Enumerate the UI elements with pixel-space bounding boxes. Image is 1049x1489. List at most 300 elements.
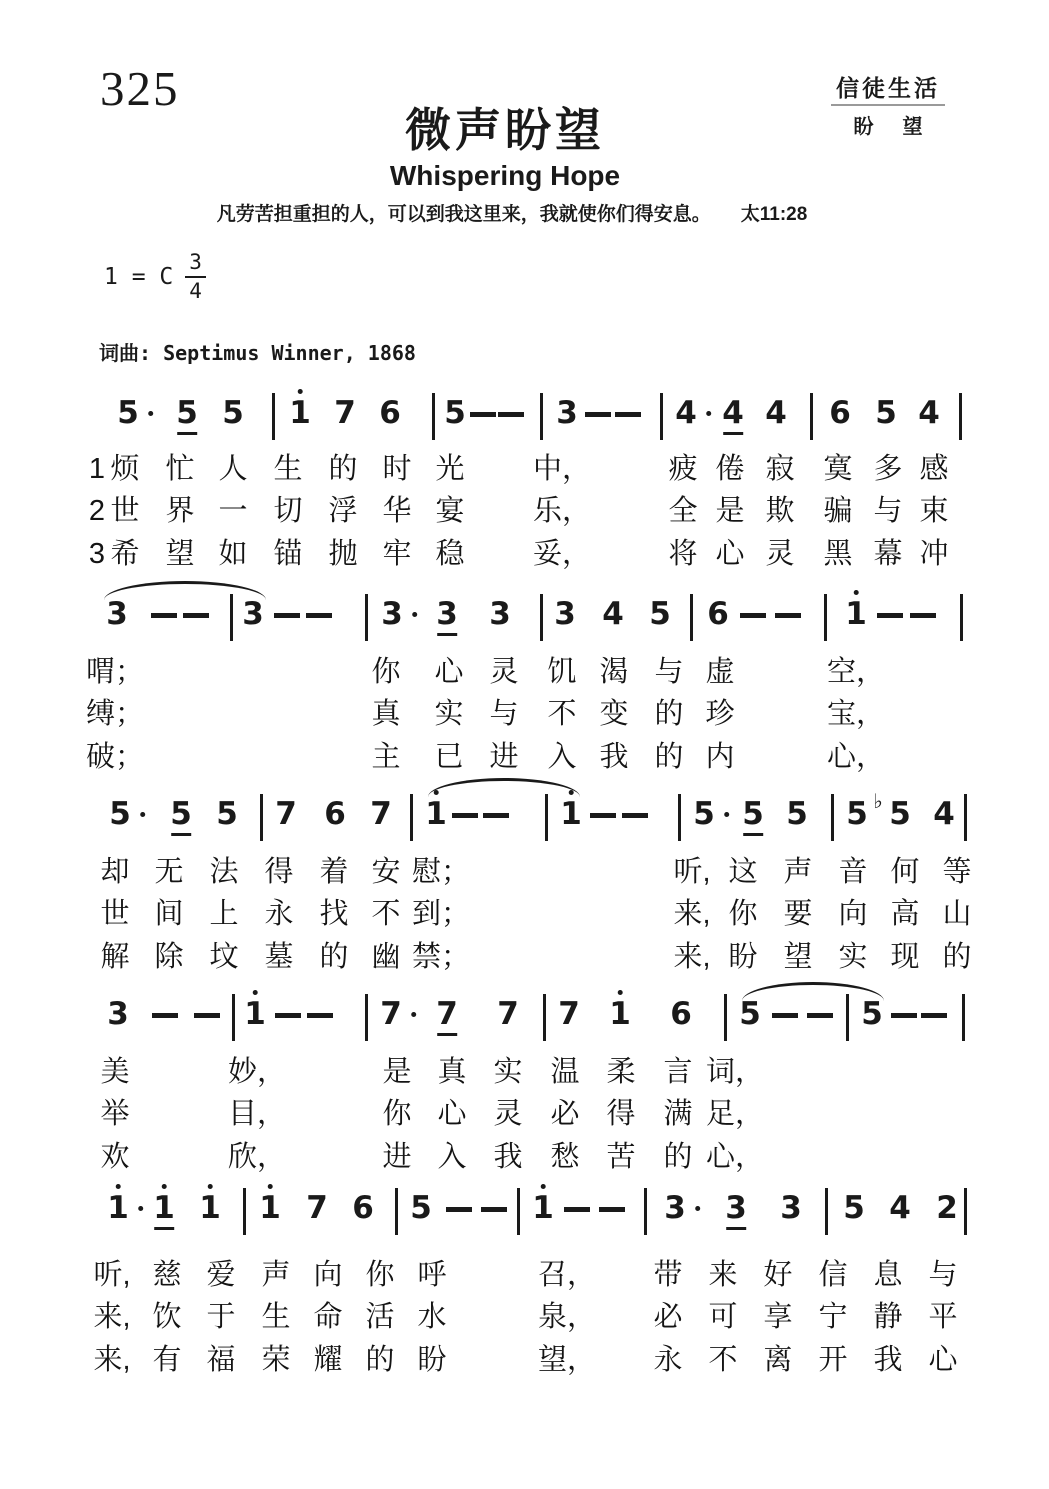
barline bbox=[846, 994, 849, 1041]
note: 5 bbox=[861, 996, 883, 1032]
lyric-syllable: 荣 bbox=[261, 1344, 291, 1376]
lyric-syllable: 的 bbox=[663, 1141, 693, 1173]
lyric-syllable: 浮 bbox=[328, 495, 358, 527]
note: 6 bbox=[707, 596, 729, 632]
note: 5 bbox=[649, 596, 671, 632]
barline bbox=[644, 1188, 647, 1235]
note: 3 bbox=[106, 596, 128, 632]
barline bbox=[964, 1188, 967, 1235]
lyric-syllable: 的 bbox=[654, 741, 684, 773]
note: 3 bbox=[107, 996, 129, 1032]
lyric-syllable: 入 bbox=[437, 1141, 467, 1173]
lyric-syllable: 饥 bbox=[547, 656, 577, 688]
barline bbox=[260, 794, 263, 841]
scripture-reference: 太11:28 bbox=[740, 204, 808, 225]
note-dash bbox=[772, 1013, 798, 1018]
lyric-syllable: 宁 bbox=[818, 1301, 848, 1333]
lyric-syllable: 灵 bbox=[489, 656, 519, 688]
note: 6 bbox=[324, 796, 346, 832]
lyric-syllable: 声 bbox=[261, 1259, 291, 1291]
lyric-syllable: 望 bbox=[165, 538, 195, 570]
note-dash bbox=[194, 1013, 220, 1018]
lyric-syllable: 法 bbox=[209, 856, 239, 888]
barline bbox=[724, 994, 727, 1041]
lyric-syllable: 开 bbox=[818, 1344, 848, 1376]
note: 5 ♭ bbox=[873, 789, 911, 832]
lyric-syllable: 华 bbox=[382, 495, 412, 527]
note: 1 bbox=[425, 796, 447, 832]
lyric-syllable: 安 bbox=[371, 856, 401, 888]
augmentation-dot bbox=[724, 812, 729, 817]
slur-arc bbox=[104, 581, 266, 600]
lyric-syllable: 向 bbox=[838, 898, 868, 930]
note: 3 bbox=[381, 599, 403, 630]
lyric-syllable: 来, bbox=[93, 1301, 131, 1333]
note-dash bbox=[183, 613, 209, 618]
note: 1 bbox=[153, 1190, 175, 1226]
lyric-syllable: 活 bbox=[365, 1301, 395, 1333]
lyric-syllable: 如 bbox=[218, 538, 248, 570]
lyric-syllable: 柔 bbox=[606, 1056, 636, 1088]
note: 4 bbox=[602, 596, 624, 632]
lyric-syllable: 目， bbox=[227, 1098, 287, 1130]
augmentation-dot bbox=[411, 1012, 416, 1017]
note: 5 bbox=[843, 1190, 865, 1226]
barline bbox=[365, 594, 368, 641]
barline bbox=[410, 794, 413, 841]
note: 4 bbox=[933, 796, 955, 832]
note: 3 bbox=[242, 596, 264, 632]
lyric-syllable: 进 bbox=[382, 1141, 412, 1173]
note: 5 bbox=[109, 799, 131, 830]
hymn-subtitle-english: Whispering Hope bbox=[389, 160, 621, 191]
note: 4 bbox=[918, 395, 940, 431]
lyric-syllable: 我 bbox=[599, 741, 629, 773]
lyric-syllable: 主 bbox=[371, 741, 401, 773]
barline bbox=[540, 393, 543, 440]
barline bbox=[824, 594, 827, 641]
lyric-syllable: 着 bbox=[319, 856, 349, 888]
note: 5 bbox=[216, 796, 238, 832]
lyric-syllable: 你 bbox=[728, 898, 758, 930]
lyric-syllable: 水 bbox=[417, 1301, 447, 1333]
lyric-syllable: 光 bbox=[435, 453, 465, 485]
lyric-syllable: 音 bbox=[838, 856, 868, 888]
note-dash bbox=[807, 1013, 833, 1018]
note: 5 bbox=[222, 395, 244, 431]
lyric-syllable: 的 bbox=[328, 453, 358, 485]
lyric-syllable: 与 bbox=[928, 1259, 958, 1291]
lyric-syllable: 空， bbox=[826, 656, 886, 688]
lyric-syllable: 变 bbox=[599, 698, 629, 730]
lyric-syllable: 稳 bbox=[435, 538, 465, 570]
time-numerator: 3 bbox=[185, 252, 206, 278]
lyric-syllable: 静 bbox=[873, 1301, 903, 1333]
lyric-syllable: 满 bbox=[663, 1098, 693, 1130]
lyric-syllable: 与 bbox=[873, 495, 903, 527]
lyric-syllable: 慈 bbox=[152, 1259, 182, 1291]
lyric-syllable: 温 bbox=[550, 1056, 580, 1088]
note: 3 bbox=[489, 596, 511, 632]
lyric-syllable: 妥， bbox=[532, 538, 592, 570]
lyric-syllable: 抛 bbox=[328, 538, 358, 570]
lyric-syllable: 平 bbox=[928, 1301, 958, 1333]
lyric-syllable: 心 bbox=[437, 1098, 467, 1130]
hymn-title: 微声盼望 bbox=[405, 104, 605, 156]
lyric-syllable: 愁 bbox=[550, 1141, 580, 1173]
lyric-syllable: 心， bbox=[826, 741, 886, 773]
note-dash bbox=[615, 412, 641, 417]
barline bbox=[690, 594, 693, 641]
note: 7 bbox=[558, 996, 580, 1032]
lyric-syllable: 忙 bbox=[165, 453, 195, 485]
note: 5 bbox=[846, 796, 868, 832]
lyric-syllable: 一 bbox=[218, 495, 248, 527]
lyric-syllable: 墓 bbox=[264, 941, 294, 973]
lyric-syllable: 息 bbox=[873, 1259, 903, 1291]
note: 5 bbox=[444, 395, 466, 431]
barline bbox=[517, 1188, 520, 1235]
augmentation-dot bbox=[138, 1206, 143, 1211]
note: 5 bbox=[742, 796, 764, 832]
barline bbox=[959, 393, 962, 440]
augmentation-dot bbox=[140, 812, 145, 817]
note: 7 bbox=[275, 796, 297, 832]
note-dash bbox=[775, 613, 801, 618]
note-dash bbox=[274, 613, 300, 618]
augmentation-dot bbox=[695, 1206, 700, 1211]
lyric-syllable: 间 bbox=[154, 898, 184, 930]
note-dash bbox=[599, 1207, 625, 1212]
note: 2 bbox=[936, 1190, 958, 1226]
lyric-syllable: 何 bbox=[890, 856, 920, 888]
scripture-text: 凡劳苦担重担的人，可以到我这里来，我就使你们得安息。 bbox=[216, 204, 711, 225]
augmentation-dot bbox=[412, 612, 417, 617]
note: 1 bbox=[244, 996, 266, 1032]
lyric-syllable: 来 bbox=[708, 1259, 738, 1291]
lyric-syllable: 界 bbox=[165, 495, 195, 527]
lyric-syllable: 要 bbox=[783, 898, 813, 930]
note: 3 bbox=[554, 596, 576, 632]
lyric-syllable: 人 bbox=[218, 453, 248, 485]
lyric-syllable: 泉， bbox=[537, 1301, 597, 1333]
lyric-syllable: 冲 bbox=[919, 538, 949, 570]
key-prefix: 1 = C bbox=[104, 264, 174, 290]
lyric-syllable: 破； bbox=[85, 741, 145, 773]
note: 6 bbox=[379, 395, 401, 431]
lyric-syllable: 必 bbox=[653, 1301, 683, 1333]
lyric-syllable: 慰； bbox=[411, 856, 471, 888]
note: 7 bbox=[380, 999, 402, 1030]
lyric-syllable: 等 bbox=[942, 856, 972, 888]
lyric-syllable: 言 bbox=[663, 1056, 693, 1088]
note: 6 bbox=[352, 1190, 374, 1226]
lyric-syllable: 乐， bbox=[532, 495, 592, 527]
lyric-syllable: 多 bbox=[873, 453, 903, 485]
lyric-syllable: 现 bbox=[890, 941, 920, 973]
lyric-syllable: 疲 bbox=[668, 453, 698, 485]
lyric-syllable: 我 bbox=[873, 1344, 903, 1376]
lyric-syllable: 不 bbox=[547, 698, 577, 730]
note-dash bbox=[622, 813, 648, 818]
note: 5 bbox=[117, 398, 139, 429]
note: 3 bbox=[436, 596, 458, 632]
note: 1 bbox=[560, 796, 582, 832]
lyric-syllable: 这 bbox=[728, 856, 758, 888]
note-dash bbox=[483, 813, 509, 818]
barline bbox=[545, 794, 548, 841]
note-dash bbox=[910, 613, 936, 618]
note-dash bbox=[470, 412, 496, 417]
lyric-syllable: 无 bbox=[154, 856, 184, 888]
note: 6 bbox=[829, 395, 851, 431]
lyric-syllable: 可 bbox=[708, 1301, 738, 1333]
lyric-syllable: 好 bbox=[763, 1259, 793, 1291]
lyric-syllable: 你 bbox=[382, 1098, 412, 1130]
lyric-syllable: 得 bbox=[606, 1098, 636, 1130]
note: 1 bbox=[609, 996, 631, 1032]
lyric-syllable: 进 bbox=[489, 741, 519, 773]
note: 7 bbox=[497, 996, 519, 1032]
lyric-syllable: 心， bbox=[705, 1141, 765, 1173]
lyric-syllable: 不 bbox=[708, 1344, 738, 1376]
lyric-syllable: 享 bbox=[763, 1301, 793, 1333]
lyric-syllable: 生 bbox=[261, 1301, 291, 1333]
lyric-syllable: 不 bbox=[371, 898, 401, 930]
note: 5 bbox=[786, 796, 808, 832]
lyric-syllable: 世 bbox=[110, 495, 140, 527]
lyric-syllable: 带 bbox=[653, 1259, 683, 1291]
lyric-syllable: 烦 bbox=[110, 453, 140, 485]
note: 3 bbox=[725, 1190, 747, 1226]
note-dash bbox=[452, 813, 478, 818]
lyric-syllable: 黑 bbox=[823, 538, 853, 570]
note: 1 bbox=[289, 395, 311, 431]
lyric-syllable: 爱 bbox=[206, 1259, 236, 1291]
augmentation-dot bbox=[148, 411, 153, 416]
lyric-syllable: 的 bbox=[942, 941, 972, 973]
note-dash bbox=[590, 813, 616, 818]
note: 1 bbox=[845, 596, 867, 632]
lyric-syllable: 于 bbox=[206, 1301, 236, 1333]
lyric-syllable: 缚； bbox=[85, 698, 145, 730]
note: 1 bbox=[259, 1190, 281, 1226]
lyric-syllable: 命 bbox=[313, 1301, 343, 1333]
lyric-syllable: 福 bbox=[206, 1344, 236, 1376]
lyric-syllable: 高 bbox=[890, 898, 920, 930]
lyric-syllable: 灵 bbox=[493, 1098, 523, 1130]
lyric-syllable: 望， bbox=[537, 1344, 597, 1376]
flat-icon: ♭ bbox=[873, 789, 883, 813]
lyric-syllable: 你 bbox=[371, 656, 401, 688]
lyric-syllable: 必 bbox=[550, 1098, 580, 1130]
note-dash bbox=[740, 613, 766, 618]
lyric-syllable: 解 bbox=[100, 941, 130, 973]
lyric-syllable: 时 bbox=[382, 453, 412, 485]
lyric-syllable: 牢 bbox=[382, 538, 412, 570]
lyric-syllable: 举 bbox=[100, 1098, 130, 1130]
lyric-syllable: 心 bbox=[434, 656, 464, 688]
lyric-syllable: 听, bbox=[93, 1259, 131, 1291]
lyric-syllable: 美 bbox=[100, 1056, 130, 1088]
note-dash bbox=[585, 412, 611, 417]
note: 4 bbox=[765, 395, 787, 431]
note-dash bbox=[275, 1013, 301, 1018]
note: 5 bbox=[170, 796, 192, 832]
verse-number: 2 bbox=[88, 495, 106, 527]
lyric-syllable: 却 bbox=[100, 856, 130, 888]
note: 1 bbox=[532, 1190, 554, 1226]
lyric-syllable: 世 bbox=[100, 898, 130, 930]
lyric-syllable: 与 bbox=[489, 698, 519, 730]
lyric-syllable: 将 bbox=[668, 538, 698, 570]
time-denominator: 4 bbox=[189, 279, 202, 303]
lyric-syllable: 向 bbox=[313, 1259, 343, 1291]
barline bbox=[831, 794, 834, 841]
note-dash bbox=[152, 1013, 178, 1018]
lyric-syllable: 内 bbox=[705, 741, 735, 773]
lyric-syllable: 希 bbox=[110, 538, 140, 570]
lyric-syllable: 召， bbox=[537, 1259, 597, 1291]
lyric-syllable: 灵 bbox=[765, 538, 795, 570]
hymn-number: 325 bbox=[100, 61, 180, 116]
lyric-syllable: 骗 bbox=[823, 495, 853, 527]
lyric-syllable: 实 bbox=[838, 941, 868, 973]
lyric-syllable: 盼 bbox=[728, 941, 758, 973]
note-dash bbox=[446, 1207, 472, 1212]
note-dash bbox=[877, 613, 903, 618]
barline bbox=[432, 393, 435, 440]
note: 3 bbox=[780, 1190, 802, 1226]
lyric-syllable: 望 bbox=[783, 941, 813, 973]
lyric-syllable: 山 bbox=[942, 898, 972, 930]
note: 7 bbox=[306, 1190, 328, 1226]
lyric-syllable: 渴 bbox=[599, 656, 629, 688]
lyric-syllable: 寂 bbox=[765, 453, 795, 485]
barline bbox=[960, 594, 963, 641]
lyric-syllable: 有 bbox=[152, 1344, 182, 1376]
note: 1 bbox=[199, 1190, 221, 1226]
lyric-syllable: 切 bbox=[273, 495, 303, 527]
lyric-syllable: 的 bbox=[365, 1344, 395, 1376]
composer-credit: 词曲: Septimus Winner, 1868 bbox=[99, 341, 416, 365]
barline bbox=[232, 994, 235, 1041]
slur-arc bbox=[428, 778, 580, 797]
lyric-syllable: 的 bbox=[319, 941, 349, 973]
note-dash bbox=[307, 1013, 333, 1018]
barline bbox=[962, 994, 965, 1041]
barline bbox=[543, 994, 546, 1041]
lyric-syllable: 宴 bbox=[435, 495, 465, 527]
note: 5 bbox=[875, 395, 897, 431]
lyric-syllable: 是 bbox=[715, 495, 745, 527]
category-label: 信徒生活 bbox=[836, 76, 940, 101]
lyric-syllable: 欺 bbox=[765, 495, 795, 527]
lyric-syllable: 幽 bbox=[371, 941, 401, 973]
lyric-syllable: 心 bbox=[928, 1344, 958, 1376]
lyric-syllable: 全 bbox=[668, 495, 698, 527]
note: 7 bbox=[370, 796, 392, 832]
note-dash bbox=[891, 1013, 917, 1018]
lyric-syllable: 欣， bbox=[227, 1141, 287, 1173]
barline bbox=[395, 1188, 398, 1235]
lyric-syllable: 呼 bbox=[417, 1259, 447, 1291]
lyric-syllable: 耀 bbox=[313, 1344, 343, 1376]
lyric-syllable: 来, bbox=[93, 1344, 131, 1376]
note: 3 bbox=[664, 1193, 686, 1224]
lyric-syllable: 的 bbox=[654, 698, 684, 730]
lyric-syllable: 离 bbox=[763, 1344, 793, 1376]
barline bbox=[365, 994, 368, 1041]
lyric-syllable: 宝， bbox=[826, 698, 886, 730]
barline bbox=[540, 594, 543, 641]
note: 7 bbox=[436, 996, 458, 1032]
augmentation-dot bbox=[706, 411, 711, 416]
lyric-syllable: 来, bbox=[673, 941, 711, 973]
barline bbox=[243, 1188, 246, 1235]
lyric-syllable: 束 bbox=[919, 495, 949, 527]
lyric-syllable: 足， bbox=[705, 1098, 765, 1130]
lyric-syllable: 信 bbox=[818, 1259, 848, 1291]
lyric-syllable: 感 bbox=[919, 453, 949, 485]
lyric-syllable: 喟； bbox=[85, 656, 145, 688]
lyric-syllable: 倦 bbox=[715, 453, 745, 485]
note: 4 bbox=[889, 1190, 911, 1226]
lyric-syllable: 已 bbox=[434, 741, 464, 773]
note: 3 bbox=[556, 395, 578, 431]
lyric-syllable: 入 bbox=[547, 741, 577, 773]
lyric-syllable: 禁； bbox=[411, 941, 471, 973]
lyric-syllable: 听, bbox=[673, 856, 711, 888]
note: 4 bbox=[675, 398, 697, 429]
lyric-syllable: 得 bbox=[264, 856, 294, 888]
lyric-syllable: 与 bbox=[654, 656, 684, 688]
note: 1 bbox=[107, 1193, 129, 1224]
lyric-syllable: 永 bbox=[264, 898, 294, 930]
barline bbox=[964, 794, 967, 841]
lyric-syllable: 寞 bbox=[823, 453, 853, 485]
lyric-syllable: 坟 bbox=[209, 941, 239, 973]
lyric-syllable: 声 bbox=[783, 856, 813, 888]
lyric-syllable: 词， bbox=[705, 1056, 765, 1088]
note-dash bbox=[151, 613, 177, 618]
subcategory-label: 盼 望 bbox=[853, 116, 935, 138]
lyric-syllable: 永 bbox=[653, 1344, 683, 1376]
lyric-syllable: 来, bbox=[673, 898, 711, 930]
lyric-syllable: 妙， bbox=[227, 1056, 287, 1088]
lyric-syllable: 实 bbox=[493, 1056, 523, 1088]
lyric-syllable: 虚 bbox=[705, 656, 735, 688]
note: 5 bbox=[693, 799, 715, 830]
lyric-syllable: 找 bbox=[319, 898, 349, 930]
lyric-syllable: 心 bbox=[715, 538, 745, 570]
note: 5 bbox=[176, 395, 198, 431]
note: 6 bbox=[670, 996, 692, 1032]
barline bbox=[230, 594, 233, 641]
barline bbox=[272, 393, 275, 440]
lyric-syllable: 珍 bbox=[705, 698, 735, 730]
barline bbox=[678, 794, 681, 841]
lyric-syllable: 苦 bbox=[606, 1141, 636, 1173]
lyric-syllable: 中， bbox=[532, 453, 592, 485]
note: 5 bbox=[739, 996, 761, 1032]
note-dash bbox=[564, 1207, 590, 1212]
lyric-syllable: 锚 bbox=[273, 538, 303, 570]
barline bbox=[825, 1188, 828, 1235]
lyric-syllable: 我 bbox=[493, 1141, 523, 1173]
lyric-syllable: 真 bbox=[371, 698, 401, 730]
lyric-syllable: 幕 bbox=[873, 538, 903, 570]
